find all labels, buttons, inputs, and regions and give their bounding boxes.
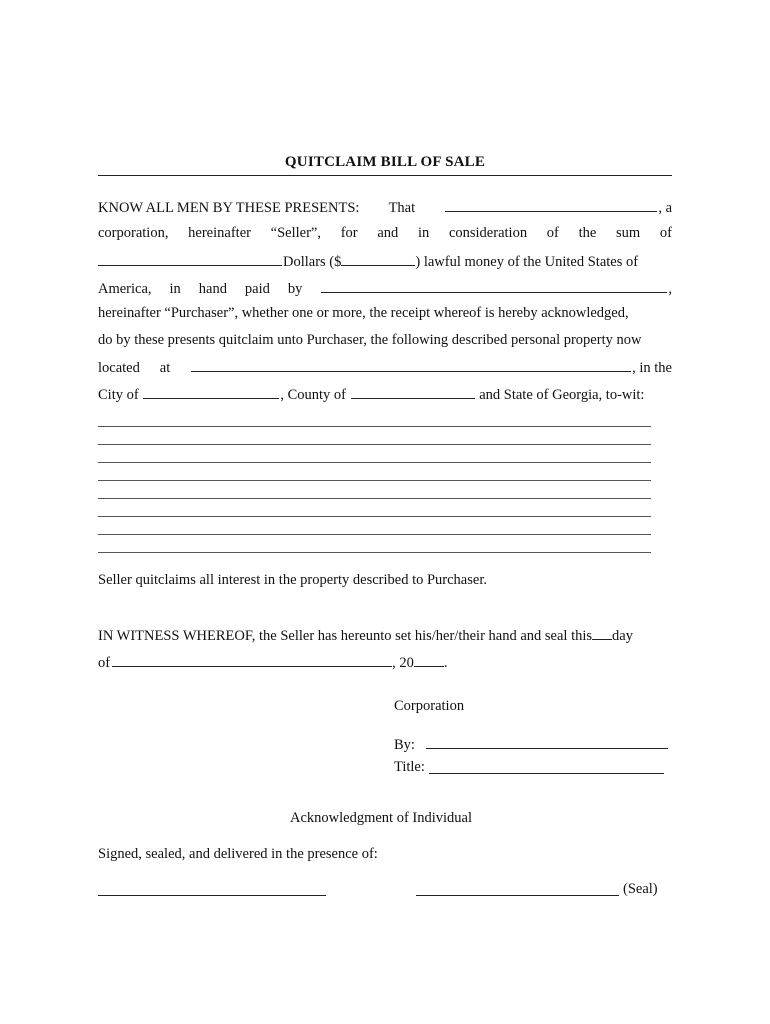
- text-comma-20: , 20: [392, 655, 414, 671]
- property-description-line-5[interactable]: [98, 498, 651, 499]
- text-of: of: [98, 655, 111, 671]
- word: of: [546, 225, 559, 241]
- word: consideration: [448, 225, 528, 241]
- word: for: [340, 225, 358, 241]
- text-quitclaim-unto: do by these presents quitclaim unto Purchaser, the following described personal property now: [98, 332, 642, 348]
- paragraph-line-2: [98, 224, 672, 242]
- property-description-line-6[interactable]: [98, 516, 651, 517]
- quitclaim-statement: [98, 571, 672, 589]
- quitclaim-statement-text: Seller quitclaims all interest in the property described to Purchaser.: [98, 572, 487, 588]
- text-county-of: , County of: [280, 387, 346, 403]
- month-field[interactable]: [112, 652, 392, 667]
- word: and: [377, 225, 399, 241]
- property-description-line-1[interactable]: [98, 426, 651, 427]
- paragraph-line-6: [98, 331, 672, 349]
- year-field[interactable]: [414, 652, 444, 667]
- word: at: [159, 360, 171, 376]
- text-comma: ,: [668, 281, 672, 297]
- city-field[interactable]: [143, 384, 279, 399]
- text-in-the: , in the: [632, 360, 672, 376]
- property-description-line-3[interactable]: [98, 462, 651, 463]
- word: by: [287, 281, 303, 297]
- amount-number-field[interactable]: [341, 251, 415, 266]
- word: in: [169, 281, 181, 297]
- title-underline: [98, 175, 672, 176]
- seal-label: (Seal): [623, 881, 658, 897]
- word: “Seller”,: [270, 225, 321, 241]
- witness-line-1: [98, 625, 672, 645]
- paragraph-line-4: [98, 278, 672, 298]
- word: sum: [616, 225, 641, 241]
- by-signature-field[interactable]: [426, 748, 668, 749]
- property-description-line-7[interactable]: [98, 534, 651, 535]
- word: in: [417, 225, 430, 241]
- title-field[interactable]: [429, 773, 664, 774]
- text-a: , a: [658, 200, 672, 216]
- document-title: QUITCLAIM BILL OF SALE: [284, 154, 486, 170]
- property-description-line-4[interactable]: [98, 480, 651, 481]
- word: the: [578, 225, 597, 241]
- word: corporation,: [98, 225, 169, 241]
- text-city-of: City of: [98, 387, 139, 403]
- acknowledgment-heading: Acknowledgment of Individual: [290, 810, 473, 826]
- text-day: day: [612, 628, 633, 644]
- day-field[interactable]: [592, 625, 612, 640]
- text-in-witness-whereof: IN WITNESS WHEREOF, the Seller has hereunto set his/her/their hand and seal this: [98, 628, 593, 644]
- word: of: [659, 225, 672, 241]
- purchaser-name-field[interactable]: [321, 278, 667, 293]
- title-label: Title:: [394, 759, 425, 775]
- county-field[interactable]: [351, 384, 475, 399]
- text-period: .: [443, 655, 448, 671]
- presence-text: Signed, sealed, and delivered in the presence of:: [98, 846, 378, 862]
- text-that: That: [388, 200, 416, 216]
- witness-signature-field[interactable]: [98, 895, 326, 896]
- word: America,: [98, 281, 152, 297]
- paragraph-line-7: [98, 357, 672, 377]
- paragraph-line-1: [98, 197, 672, 217]
- text-hereinafter-purchaser: hereinafter “Purchaser”, whether one or more, the receipt whereof is hereby acknowledged,: [98, 305, 629, 321]
- word: hereinafter: [188, 225, 251, 241]
- text-lawful-money: ) lawful money of the United States of: [415, 254, 639, 270]
- amount-words-field[interactable]: [98, 251, 282, 266]
- seller-name-field[interactable]: [445, 197, 657, 212]
- paragraph-line-5: [98, 304, 672, 322]
- word: located: [98, 360, 140, 376]
- by-label: By:: [394, 737, 415, 753]
- property-description-line-2[interactable]: [98, 444, 651, 445]
- seller-signature-field[interactable]: [416, 895, 619, 896]
- text-dollars: Dollars ($: [283, 254, 342, 270]
- text-know-all-men: KNOW ALL MEN BY THESE PRESENTS:: [98, 200, 360, 216]
- word: hand: [198, 281, 227, 297]
- paragraph-line-3: [98, 251, 672, 271]
- text-state-of-georgia: and State of Georgia, to-wit:: [479, 387, 645, 403]
- property-description-line-8[interactable]: [98, 552, 651, 553]
- paragraph-line-8: [98, 384, 672, 404]
- corporation-label: Corporation: [394, 698, 465, 714]
- property-location-field[interactable]: [191, 357, 631, 372]
- word: paid: [244, 281, 270, 297]
- witness-line-2: [98, 652, 672, 672]
